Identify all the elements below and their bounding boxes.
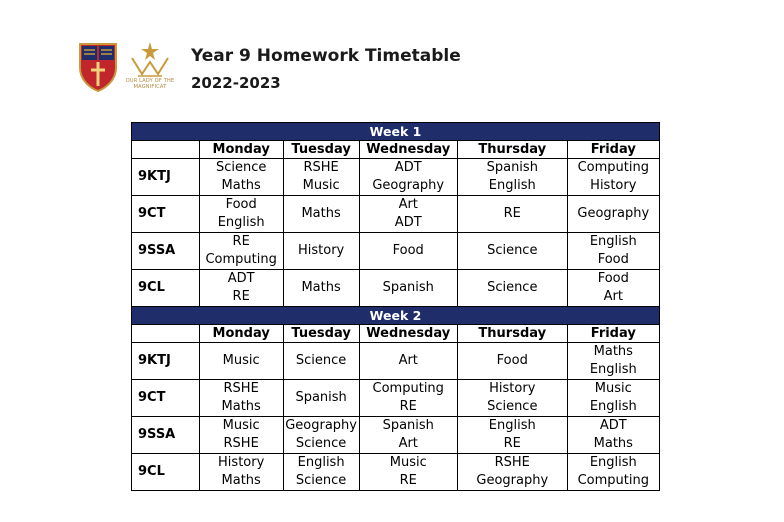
table-row [132, 270, 660, 307]
subject-name: ADT [227, 271, 255, 286]
subject-name: Maths [221, 473, 261, 488]
subject-name: Music [302, 178, 340, 193]
subject-name: RSHE [494, 455, 530, 470]
table-row [132, 196, 660, 233]
day-header: Wednesday [359, 141, 457, 159]
subject-cell [199, 454, 283, 491]
day-header: Monday [199, 325, 283, 343]
subject-name: ADT [394, 160, 422, 175]
subject-cell [457, 417, 567, 454]
subject-name: History [590, 178, 637, 193]
subject-name: Spanish [382, 418, 434, 433]
subject-name: RE [399, 399, 417, 414]
subject-cell [457, 454, 567, 491]
subject-cell [567, 454, 659, 491]
subject-cell [457, 380, 567, 417]
page-header [0, 0, 784, 110]
subject-cell [457, 233, 567, 270]
subject-cell [199, 270, 283, 307]
subject-cell [567, 196, 659, 233]
table-row [132, 380, 660, 417]
subject-cell [567, 417, 659, 454]
day-header: Friday [567, 325, 659, 343]
table-row [132, 343, 660, 380]
subject-name: Art [603, 289, 623, 304]
subject-name: Computing [577, 473, 649, 488]
subject-name: Geography [372, 178, 445, 193]
subject-name: Maths [221, 399, 261, 414]
subject-name: Science [487, 280, 538, 295]
table-row [132, 454, 660, 491]
subject-name: RE [503, 206, 521, 221]
crown-star-icon [124, 40, 176, 78]
subject-name: RE [399, 473, 417, 488]
subject-name: Music [389, 455, 427, 470]
subject-cell [199, 233, 283, 270]
day-header-row [132, 141, 660, 159]
subject-name: Food [597, 252, 629, 267]
subject-cell [457, 159, 567, 196]
subject-name: English [589, 455, 637, 470]
corner-cell [132, 141, 200, 159]
subject-name: Maths [301, 280, 341, 295]
subject-name: Maths [301, 206, 341, 221]
subject-name: English [589, 234, 637, 249]
subject-name: Computing [205, 252, 277, 267]
table-row [132, 417, 660, 454]
subject-name: Spanish [295, 390, 347, 405]
subject-cell [457, 196, 567, 233]
subject-cell [359, 270, 457, 307]
subject-name: English [488, 178, 536, 193]
subject-name: Art [398, 436, 418, 451]
subject-name: Food [225, 197, 257, 212]
subject-cell [359, 233, 457, 270]
subject-name: Art [398, 197, 418, 212]
subject-cell [283, 233, 359, 270]
subject-name: Geography [285, 418, 357, 433]
subject-name: ADT [394, 215, 422, 230]
subject-name: History [297, 243, 345, 258]
subject-name: Spanish [486, 160, 538, 175]
subject-name: Science [295, 436, 347, 451]
subject-cell [359, 454, 457, 491]
subject-cell [359, 417, 457, 454]
subject-name: Maths [221, 178, 261, 193]
subject-cell [457, 343, 567, 380]
subject-cell [199, 343, 283, 380]
subject-name: English [589, 362, 637, 377]
subject-name: RSHE [223, 381, 259, 396]
subject-cell [199, 159, 283, 196]
day-header-row [132, 325, 660, 343]
subject-cell [283, 454, 359, 491]
homework-timetable [131, 122, 660, 491]
subject-name: Science [487, 399, 538, 414]
subject-name: RE [232, 234, 250, 249]
subject-cell [283, 270, 359, 307]
class-label: 9CL [132, 270, 200, 307]
subject-cell [199, 196, 283, 233]
page-subtitle: 2022-2023 [191, 74, 281, 92]
subject-cell [283, 380, 359, 417]
subject-name: RSHE [223, 436, 259, 451]
subject-name: Food [597, 271, 629, 286]
subject-name: Geography [476, 473, 549, 488]
subject-cell [283, 159, 359, 196]
subject-cell [283, 417, 359, 454]
subject-name: Maths [593, 344, 633, 359]
subject-name: Computing [577, 160, 649, 175]
table-row [132, 233, 660, 270]
corner-cell [132, 325, 200, 343]
subject-name: History [218, 455, 265, 470]
week-label: Week 1 [132, 123, 660, 141]
subject-name: Food [392, 243, 424, 258]
subject-cell [567, 343, 659, 380]
magnificat-logo [124, 40, 176, 94]
subject-cell [567, 270, 659, 307]
subject-name: English [589, 399, 637, 414]
subject-name: Art [398, 353, 418, 368]
subject-cell [359, 380, 457, 417]
subject-name: English [297, 455, 345, 470]
day-header: Tuesday [283, 325, 359, 343]
class-label: 9CT [132, 196, 200, 233]
subject-name: RSHE [303, 160, 339, 175]
subject-name: Science [215, 160, 267, 175]
subject-name: Spanish [382, 280, 434, 295]
subject-cell [199, 380, 283, 417]
subject-cell [359, 343, 457, 380]
subject-cell [283, 196, 359, 233]
subject-name: Geography [577, 206, 650, 221]
day-header: Tuesday [283, 141, 359, 159]
page-title: Year 9 Homework Timetable [191, 46, 461, 66]
class-label: 9KTJ [132, 343, 200, 380]
week-header-row [132, 307, 660, 325]
school-crest-logo [78, 42, 118, 92]
subject-cell [567, 159, 659, 196]
table-row [132, 159, 660, 196]
class-label: 9CL [132, 454, 200, 491]
logo-text: OUR LADY OF THE MAGNIFICAT [125, 78, 175, 90]
subject-name: History [489, 381, 536, 396]
subject-cell [567, 380, 659, 417]
day-header: Thursday [457, 141, 567, 159]
class-label: 9CT [132, 380, 200, 417]
subject-name: Science [295, 353, 347, 368]
subject-cell [199, 417, 283, 454]
subject-name: Music [222, 418, 260, 433]
subject-cell [359, 196, 457, 233]
subject-name: Science [295, 473, 347, 488]
subject-name: English [217, 215, 265, 230]
subject-name: Food [496, 353, 528, 368]
subject-name: Maths [593, 436, 633, 451]
subject-cell [283, 343, 359, 380]
day-header: Friday [567, 141, 659, 159]
week-label: Week 2 [132, 307, 660, 325]
week-header-row [132, 123, 660, 141]
subject-name: RE [503, 436, 521, 451]
class-label: 9SSA [132, 233, 200, 270]
subject-name: Music [222, 353, 260, 368]
subject-cell [567, 233, 659, 270]
day-header: Thursday [457, 325, 567, 343]
class-label: 9KTJ [132, 159, 200, 196]
class-label: 9SSA [132, 417, 200, 454]
subject-name: English [488, 418, 536, 433]
subject-name: Music [594, 381, 632, 396]
subject-name: Computing [372, 381, 444, 396]
subject-cell [359, 159, 457, 196]
day-header: Monday [199, 141, 283, 159]
subject-name: RE [232, 289, 250, 304]
subject-cell [457, 270, 567, 307]
subject-name: Science [487, 243, 538, 258]
subject-name: ADT [599, 418, 627, 433]
day-header: Wednesday [359, 325, 457, 343]
